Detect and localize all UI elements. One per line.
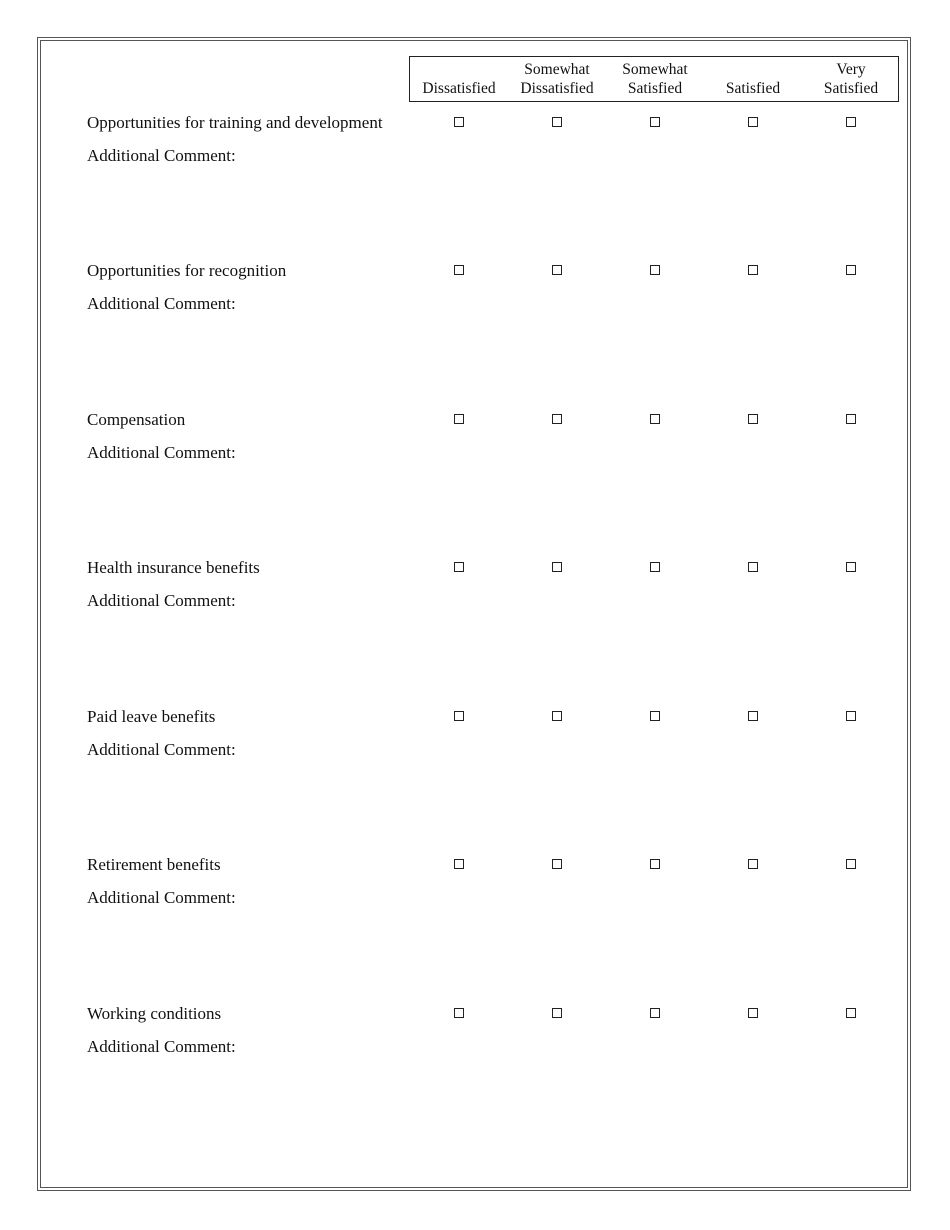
checkbox-very-satisfied[interactable]	[846, 265, 856, 275]
header-line1: Somewhat	[524, 61, 590, 78]
checkbox-somewhat-satisfied[interactable]	[650, 117, 660, 127]
item-label: Opportunities for recognition	[87, 261, 287, 280]
checkbox-somewhat-dissatisfied[interactable]	[552, 562, 562, 572]
item-label: Retirement benefits	[87, 855, 221, 874]
checkbox-somewhat-satisfied[interactable]	[650, 265, 660, 275]
header-line2: Satisfied	[725, 80, 781, 97]
comment-label: Additional Comment:	[87, 294, 236, 313]
checkbox-satisfied[interactable]	[748, 265, 758, 275]
checkbox-somewhat-satisfied[interactable]	[650, 414, 660, 424]
checkbox-very-satisfied[interactable]	[846, 414, 856, 424]
header-line1: Somewhat	[622, 61, 688, 78]
comment-label: Additional Comment:	[87, 591, 236, 610]
checkbox-somewhat-dissatisfied[interactable]	[552, 414, 562, 424]
header-somewhat-dissatisfied	[508, 57, 606, 101]
header-satisfied	[704, 57, 802, 101]
comment-label: Additional Comment:	[87, 740, 236, 759]
checkbox-satisfied[interactable]	[748, 1008, 758, 1018]
checkbox-very-satisfied[interactable]	[846, 562, 856, 572]
survey-item	[0, 1004, 950, 1154]
checkbox-somewhat-dissatisfied[interactable]	[552, 117, 562, 127]
checkbox-dissatisfied[interactable]	[454, 711, 464, 721]
checkbox-dissatisfied[interactable]	[454, 117, 464, 127]
checkbox-very-satisfied[interactable]	[846, 711, 856, 721]
item-label: Health insurance benefits	[87, 558, 260, 577]
header-line1: Very	[836, 61, 866, 78]
item-label: Opportunities for training and development	[87, 113, 383, 132]
checkbox-somewhat-satisfied[interactable]	[650, 711, 660, 721]
survey-item	[0, 261, 950, 411]
checkbox-somewhat-satisfied[interactable]	[650, 562, 660, 572]
header-line2: Dissatisfied	[520, 80, 594, 97]
checkbox-satisfied[interactable]	[748, 414, 758, 424]
checkbox-somewhat-satisfied[interactable]	[650, 1008, 660, 1018]
checkbox-very-satisfied[interactable]	[846, 859, 856, 869]
item-label: Paid leave benefits	[87, 707, 216, 726]
checkbox-satisfied[interactable]	[748, 859, 758, 869]
header-line2: Satisfied	[627, 80, 683, 97]
checkbox-very-satisfied[interactable]	[846, 1008, 856, 1018]
survey-item	[0, 855, 950, 1005]
comment-label: Additional Comment:	[87, 1037, 236, 1056]
checkbox-somewhat-dissatisfied[interactable]	[552, 1008, 562, 1018]
checkbox-satisfied[interactable]	[748, 711, 758, 721]
checkbox-somewhat-dissatisfied[interactable]	[552, 265, 562, 275]
checkbox-dissatisfied[interactable]	[454, 265, 464, 275]
checkbox-satisfied[interactable]	[748, 562, 758, 572]
checkbox-dissatisfied[interactable]	[454, 562, 464, 572]
checkbox-dissatisfied[interactable]	[454, 1008, 464, 1018]
survey-item	[0, 707, 950, 857]
checkbox-somewhat-dissatisfied[interactable]	[552, 711, 562, 721]
comment-label: Additional Comment:	[87, 888, 236, 907]
comment-label: Additional Comment:	[87, 443, 236, 462]
item-label: Working conditions	[87, 1004, 222, 1023]
checkbox-dissatisfied[interactable]	[454, 859, 464, 869]
header-somewhat-satisfied	[606, 57, 704, 101]
header-line2: Dissatisfied	[422, 80, 496, 97]
survey-item	[0, 113, 950, 263]
checkbox-somewhat-dissatisfied[interactable]	[552, 859, 562, 869]
checkbox-dissatisfied[interactable]	[454, 414, 464, 424]
survey-item	[0, 558, 950, 708]
item-label: Compensation	[87, 410, 186, 429]
rating-scale-header	[409, 56, 899, 102]
checkbox-somewhat-satisfied[interactable]	[650, 859, 660, 869]
header-very-satisfied	[802, 57, 900, 101]
comment-label: Additional Comment:	[87, 146, 236, 165]
checkbox-satisfied[interactable]	[748, 117, 758, 127]
survey-item	[0, 410, 950, 560]
header-line2: Satisfied	[823, 80, 879, 97]
header-dissatisfied	[410, 57, 508, 101]
checkbox-very-satisfied[interactable]	[846, 117, 856, 127]
